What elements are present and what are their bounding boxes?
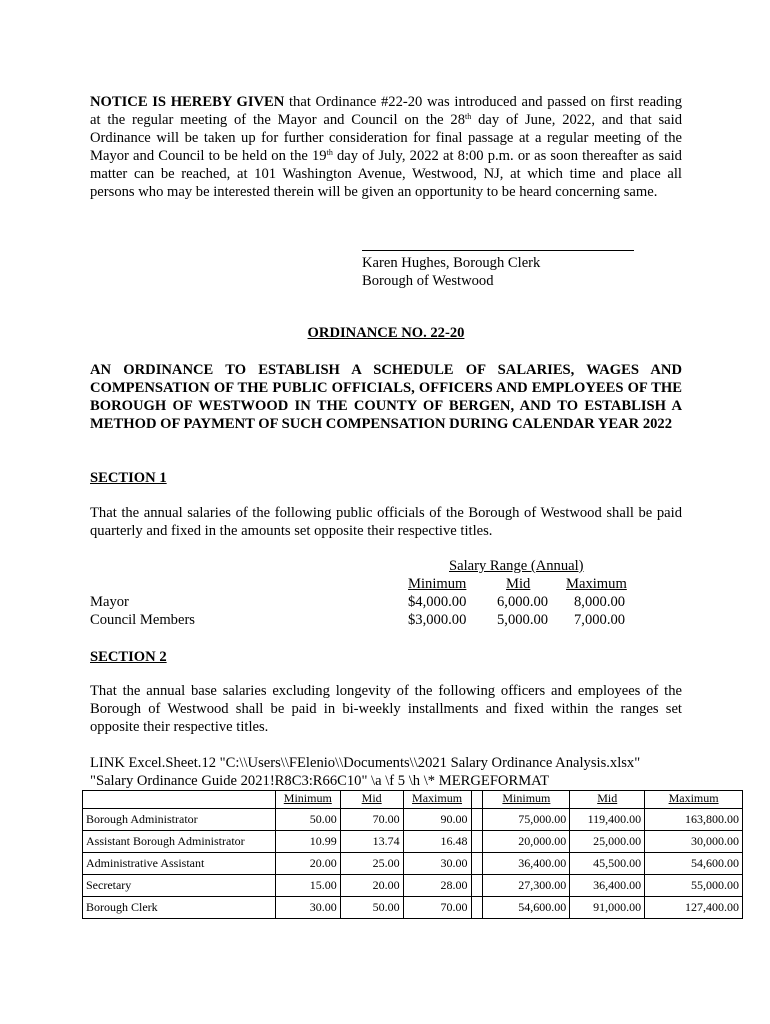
link-field-line-2: "Salary Ordinance Guide 2021!R8C3:R66C10" \a \f 5 \h \* MERGEFORMAT [90, 773, 550, 789]
notice-text-1: that Ordinance #22-20 was introduced and passed on first reading at the regular meeting of the Mayor and Council on the 28 [90, 94, 682, 129]
row-spacer [471, 809, 483, 831]
section2-text: That the annual base salaries excluding longevity of the following officers and employees of the Borough of Westwood shall be paid in bi-weekly installments and fixed within the ranges set opposite their respective titles. [90, 683, 682, 736]
notice-text-2: day of June, 2022, and that said Ordinance will be taken up for further consideration for final passage at a regular meeting of the Mayor and Council to be held on the 19 [90, 112, 682, 165]
table-row [83, 875, 743, 897]
table-row [83, 831, 743, 853]
s1-header-minimum: Minimum [408, 576, 467, 592]
row-annual-max: 30,000.00 [645, 831, 743, 853]
header-hourly-maximum: Maximum [403, 791, 471, 809]
header-annual-mid: Mid [570, 791, 645, 809]
row-annual-min: 54,600.00 [483, 897, 570, 919]
row-hourly-min: 20.00 [275, 853, 340, 875]
notice-lead: NOTICE IS HEREBY GIVEN [90, 94, 285, 110]
notice-sup-1: th [465, 112, 472, 122]
header-annual-minimum: Minimum [483, 791, 570, 809]
row-title: Assistant Borough Administrator [83, 831, 276, 853]
ordinance-heading: AN ORDINANCE TO ESTABLISH A SCHEDULE OF SALARIES, WAGES AND COMPENSATION OF THE PUBLIC OFFICIALS, OFFICERS AND EMPLOYEES OF THE BOROUGH OF WESTWOOD IN THE COUNTY OF BERGEN, AND TO ESTABLISH A METHOD OF PAYMENT OF SUCH COMPENSATION DURING CALENDAR YEAR 2022 [90, 362, 682, 433]
ordinance-title: ORDINANCE NO. 22-20 [307, 325, 465, 341]
header-hourly-mid: Mid [340, 791, 403, 809]
row-annual-min: 20,000.00 [483, 831, 570, 853]
row-annual-max: 55,000.00 [645, 875, 743, 897]
link-field-line-1: LINK Excel.Sheet.12 "C:\\Users\\FElenio\\Documents\\2021 Salary Ordinance Analysis.xlsx" [90, 755, 641, 771]
row-annual-max: 127,400.00 [645, 897, 743, 919]
header-spacer [471, 791, 483, 809]
row-hourly-max: 28.00 [403, 875, 471, 897]
notice-paragraph [90, 93, 682, 202]
row-annual-mid: 36,400.00 [570, 875, 645, 897]
row-hourly-max: 30.00 [403, 853, 471, 875]
s1-row-mayor-mid: 6,000.00 [497, 594, 549, 610]
salary-range-label: Salary Range (Annual) [449, 558, 584, 574]
row-title: Borough Clerk [83, 897, 276, 919]
row-annual-max: 54,600.00 [645, 853, 743, 875]
row-title: Borough Administrator [83, 809, 276, 831]
signature-org: Borough of Westwood [362, 273, 494, 289]
section2-title: SECTION 2 [90, 649, 167, 665]
row-hourly-max: 70.00 [403, 897, 471, 919]
row-hourly-min: 30.00 [275, 897, 340, 919]
s1-row-mayor-title: Mayor [90, 594, 129, 610]
row-hourly-min: 10.99 [275, 831, 340, 853]
section1-text: That the annual salaries of the following public officials of the Borough of Westwood shall be paid quarterly and fixed in the amounts set opposite their respective titles. [90, 505, 682, 540]
table-row [83, 853, 743, 875]
table-row [83, 809, 743, 831]
row-hourly-min: 15.00 [275, 875, 340, 897]
s1-row-council-min: $3,000.00 [408, 612, 467, 628]
header-blank [83, 791, 276, 809]
s1-header-maximum: Maximum [566, 576, 627, 592]
s1-row-council-mid: 5,000.00 [497, 612, 549, 628]
row-annual-max: 163,800.00 [645, 809, 743, 831]
s1-row-council-title: Council Members [90, 612, 195, 628]
row-hourly-mid: 70.00 [340, 809, 403, 831]
row-hourly-mid: 25.00 [340, 853, 403, 875]
row-hourly-mid: 13.74 [340, 831, 403, 853]
s1-row-mayor-min: $4,000.00 [408, 594, 467, 610]
s1-header-mid: Mid [506, 576, 531, 592]
row-hourly-max: 16.48 [403, 831, 471, 853]
row-hourly-max: 90.00 [403, 809, 471, 831]
row-spacer [471, 897, 483, 919]
section1-title: SECTION 1 [90, 470, 167, 486]
row-hourly-min: 50.00 [275, 809, 340, 831]
notice-sup-2: th [326, 148, 333, 158]
header-hourly-minimum: Minimum [275, 791, 340, 809]
s1-row-mayor-max: 8,000.00 [574, 594, 626, 610]
s1-row-council-max: 7,000.00 [574, 612, 626, 628]
row-annual-min: 36,400.00 [483, 853, 570, 875]
header-annual-maximum: Maximum [645, 791, 743, 809]
row-spacer [471, 853, 483, 875]
row-annual-mid: 119,400.00 [570, 809, 645, 831]
row-hourly-mid: 50.00 [340, 897, 403, 919]
row-hourly-mid: 20.00 [340, 875, 403, 897]
salary-table [82, 790, 743, 919]
row-spacer [471, 831, 483, 853]
row-annual-mid: 45,500.00 [570, 853, 645, 875]
row-title: Secretary [83, 875, 276, 897]
signature-name: Karen Hughes, Borough Clerk [362, 255, 541, 271]
signature-line [362, 250, 634, 251]
row-spacer [471, 875, 483, 897]
row-annual-min: 27,300.00 [483, 875, 570, 897]
row-title: Administrative Assistant [83, 853, 276, 875]
row-annual-mid: 25,000.00 [570, 831, 645, 853]
row-annual-min: 75,000.00 [483, 809, 570, 831]
table-row [83, 897, 743, 919]
row-annual-mid: 91,000.00 [570, 897, 645, 919]
notice-text-3: day of July, 2022 at 8:00 p.m. or as soon thereafter as said matter can be reached, at 101 Washington Avenue, Westwood, NJ, at which time and place all persons who may be interested therein will be given an opportunity to be heard concerning same. [90, 148, 682, 201]
salary-table-header [83, 791, 743, 809]
